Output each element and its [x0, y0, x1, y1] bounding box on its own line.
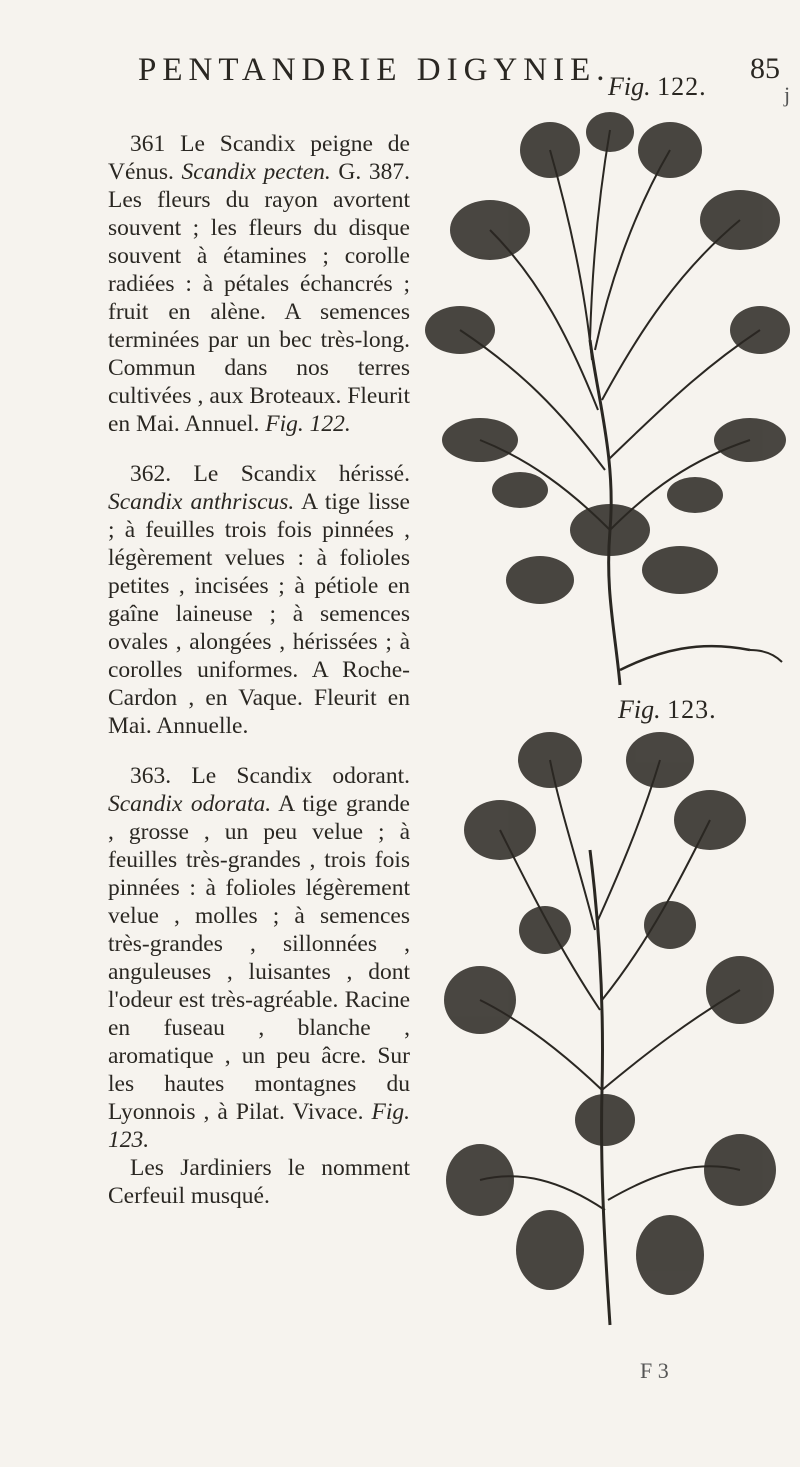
page-number: 85 — [750, 52, 780, 85]
bottom-signature-mark: F 3 — [640, 1358, 669, 1383]
entry-latin-name: Scandix odorata. — [108, 791, 272, 817]
entry-body: G. 387. Les fleurs du rayon avortent souvent ; les fleurs du disque souvent à étamines ; corolle radiées : à pétales échancrés ; fruit en alène. A semences terminées par un bec très-long. Commun dans nos terres cultivées , aux Broteaux. Fleurit en Mai. Annuel. — [108, 159, 410, 437]
entry-latin-name: Scandix pecten. — [181, 159, 331, 185]
entry-note: Les Jardiniers le nomment Cerfeuil musqué. — [108, 1155, 410, 1209]
entry-latin-name: Scandix anthriscus. — [108, 489, 295, 515]
entry-body: A tige lisse ; à feuilles trois fois pinnées , légèrement velues : à folioles petites , incisées ; à pétiole en gaîne laineuse ; à semences ovales , alongées , hérissées ; à corolles uniformes. A Roche-Cardon , en Vaque. Fleurit en Mai. Annuelle. — [108, 489, 410, 739]
figure-123-label: Fig. 123. — [618, 695, 717, 724]
figure-122-mark: j — [784, 82, 791, 107]
figure-122-label: Fig. 122. — [608, 72, 707, 101]
entry-lead: 362. Le Scandix hérissé. — [130, 461, 410, 487]
entry-363 — [108, 762, 410, 1210]
text-column — [108, 130, 410, 1232]
entry-lead: 363. Le Scandix odorant. — [130, 763, 410, 789]
entry-361 — [108, 130, 410, 438]
scandix-pecten-illustration — [420, 110, 790, 690]
entry-body: A tige grande , grosse , un peu velue ; à feuilles très-grandes , trois fois pinnées : à folioles légèrement velue , molles ; à semences très-grandes , sillonnées , anguleuses , luisantes , dont l'odeur est très-agréable. Racine en fuseau , blanche , aromatique , un peu âcre. Sur les hautes montagnes du Lyonnois , à Pilat. Vivace. — [108, 791, 410, 1125]
entry-fig-ref: Fig. 122. — [265, 411, 351, 437]
running-title: PENTANDRIE DIGYNIE. — [138, 52, 611, 88]
scandix-odorata-illustration — [440, 730, 780, 1330]
entry-362 — [108, 460, 410, 740]
entry-lead: 361 Le Scandix peigne de Vénus. — [108, 131, 410, 185]
entry-fig-ref: Fig. 123. — [108, 1099, 410, 1153]
